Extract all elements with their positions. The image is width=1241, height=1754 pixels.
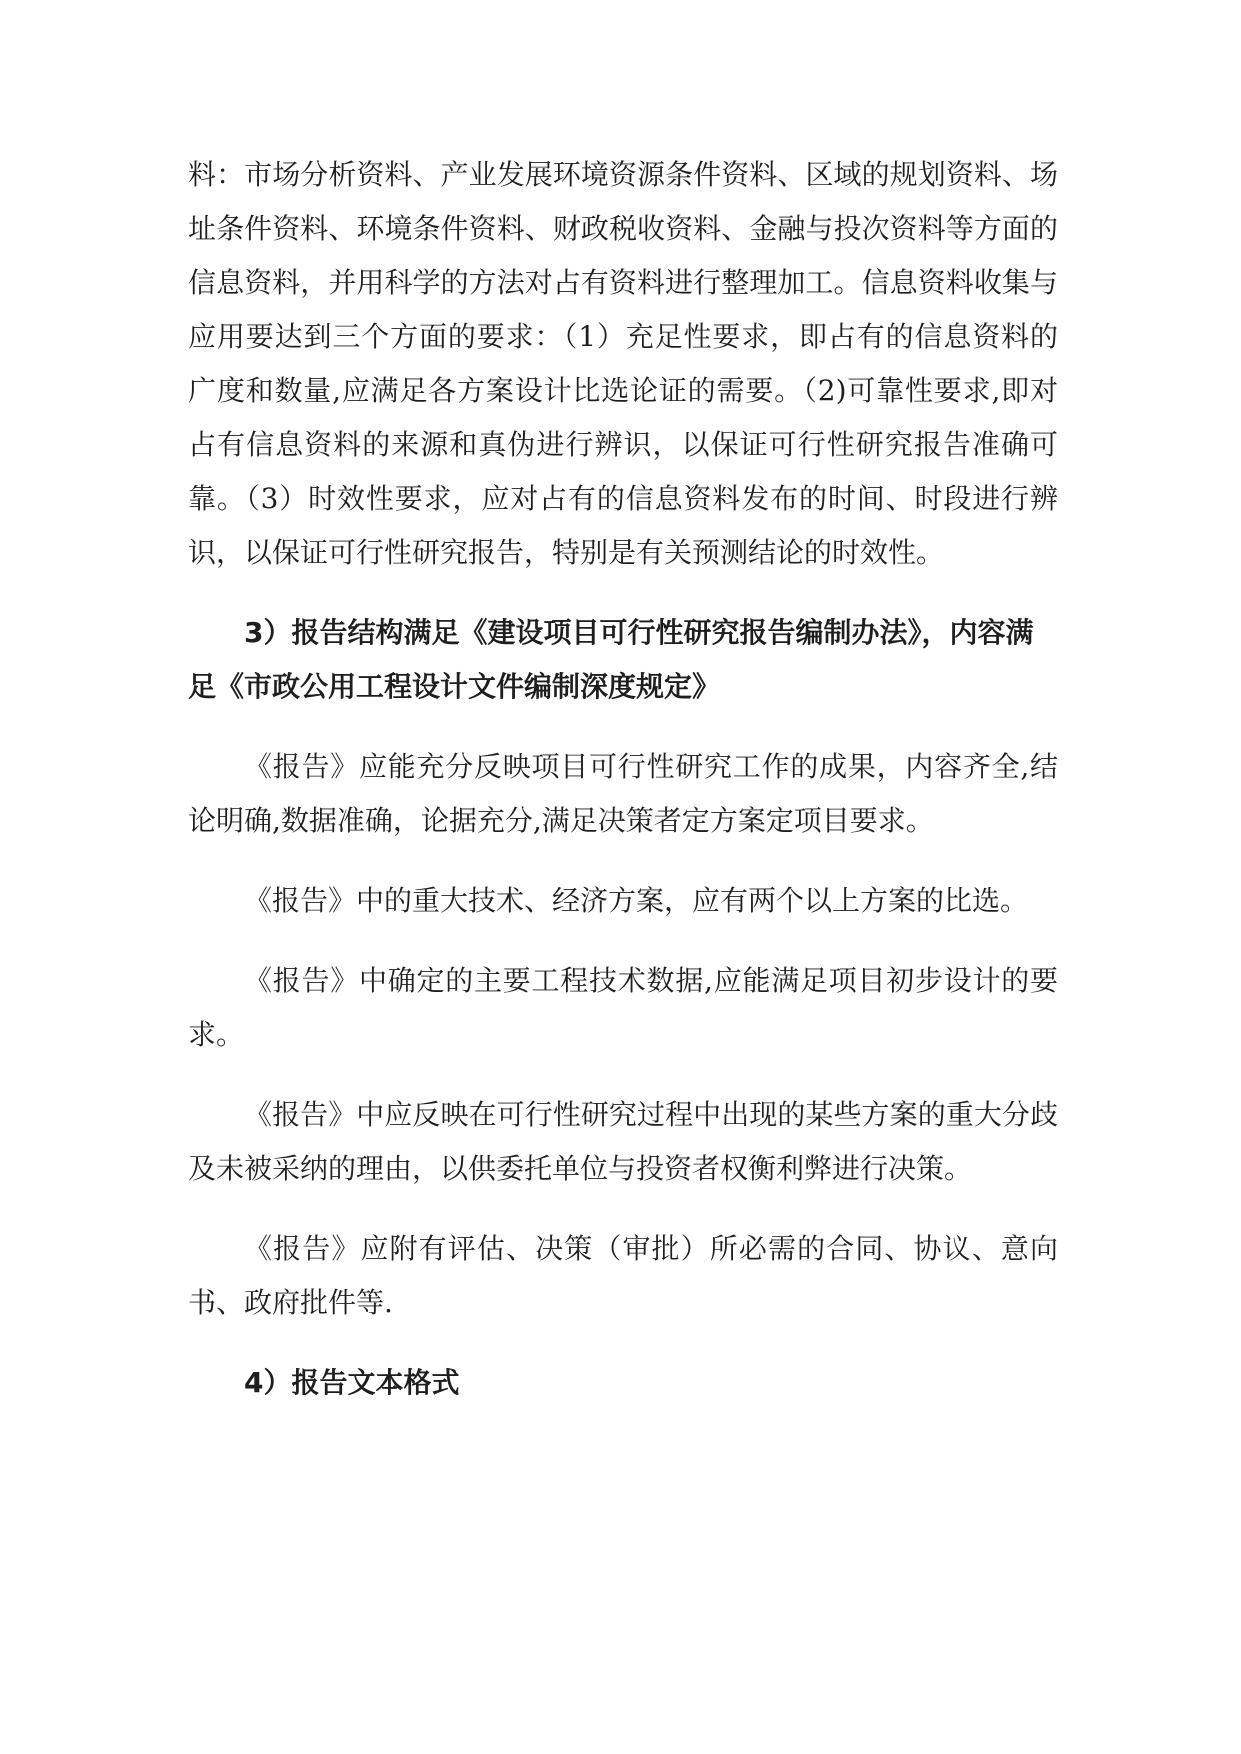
paragraph-attachments: 《报告》应附有评估、决策（审批）所必需的合同、协议、意向书、政府批件等. [188, 1232, 1058, 1319]
paragraph-divergences: 《报告》中应反映在可行性研究过程中出现的某些方案的重大分歧及未被采纳的理由，以供委托单位与投资者权衡利弊进行决策。 [188, 1098, 1058, 1185]
paragraph-scheme-comparison: 《报告》中的重大技术、经济方案，应有两个以上方案的比选。 [244, 884, 1029, 917]
section-heading-3: 3）报告结构满足《建设项目可行性研究报告编制办法》，内容满足《市政公用工程设计文件编制深度规定》 [188, 616, 1034, 703]
paragraph-info-requirements: 料：市场分析资料、产业发展环境资源条件资料、区域的规划资料、场址条件资料、环境条件资料、财政税收资料、金融与投次资料等方面的信息资料，并用科学的方法对占有资料进行整理加工。信息资料收集与应用要达到三个方面的要求：（1）充足性要求，即占有的信息资料的广度和数量,应满足各方案设计比选论证的需要。（2)可靠性要求,即对占有信息资料的来源和真伪进行辨识，以保证可行性研究报告准确可靠。（3）时效性要求，应对占有的信息资料发布的时间、时段进行辨识，以保证可行性研究报告，特别是有关预测结论的时效性。 [188, 158, 1058, 569]
paragraph-report-content: 《报告》应能充分反映项目可行性研究工作的成果，内容齐全,结论明确,数据准确，论据充分,满足决策者定方案定项目要求。 [188, 750, 1058, 837]
paragraph-technical-data: 《报告》中确定的主要工程技术数据,应能满足项目初步设计的要求。 [188, 964, 1058, 1051]
document-page [188, 148, 1058, 1436]
section-heading-4: 4）报告文本格式 [244, 1366, 460, 1399]
